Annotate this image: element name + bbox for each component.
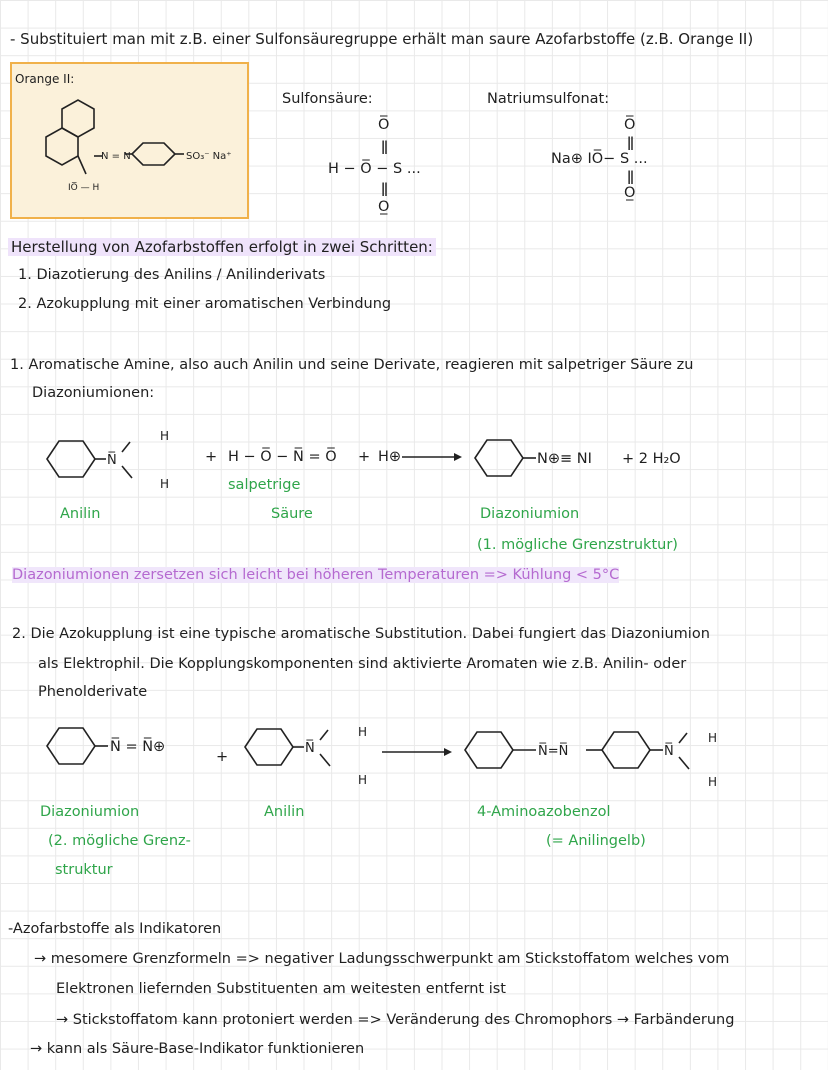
natriumsulfonat-top-o: O̅ [624,117,636,133]
reaction-arrow-1 [402,451,462,463]
orange-ii-hydroxy: IO̅ — H [68,183,100,193]
diazonium-label-1: Diazoniumion [480,506,580,522]
aminoazobenzol-n: N̅ [664,744,674,759]
section1-plus-1: + [205,449,218,465]
grenzstruktur-2a: (2. mögliche Grenz- [48,833,191,849]
section2-plus: + [216,749,229,765]
diazonium-1-group: N⊕≡ NI [537,451,592,467]
section2-line-2: als Elektrophil. Die Kopplungskomponenten sind aktivierte Aromaten wie z.B. Anilin- oder [38,656,687,672]
water-product: + 2 H₂O [622,451,681,467]
indikatoren-line-1: → mesomere Grenzformeln => negativer Ladungsschwerpunkt am Stickstoffatom welches vom [34,951,730,967]
sulfonsaeure-title: Sulfonsäure: [282,91,373,107]
anilin-label-2: Anilin [264,804,305,820]
anilin-1-n: N̅ [107,453,117,468]
anilin-label-1: Anilin [60,506,101,522]
natriumsulfonat-title: Natriumsulfonat: [487,91,610,107]
salpetrige-label-1: salpetrige [228,477,301,493]
section2-line-1: 2. Die Azokupplung ist eine typische aromatische Substitution. Dabei fungiert das Diazoniumion [12,626,710,642]
anilin-structure-1 [40,424,190,504]
aminoazobenzol-h-top: H [708,731,718,745]
sulfonsaeure-double-bond-top: ǁ [381,139,389,155]
section1-line-1: 1. Aromatische Amine, also auch Anilin und seine Derivate, reagieren mit salpetriger Säure zu [10,357,694,373]
herstellung-step-2: 2. Azokupplung mit einer aromatischen Verbindung [18,296,392,312]
proton: H⊕ [378,449,402,465]
natriumsulfonat-formula: Na⊕ IO̅− S ... [551,151,648,167]
indikatoren-line-3: → Stickstoffatom kann protoniert werden => Veränderung des Chromophors → Farbänderung [56,1012,735,1028]
anilin-structure-2 [238,712,378,792]
anilin-2-h-top: H [358,725,368,739]
anilin-1-h-top: H [160,429,170,443]
indikatoren-line-2: Elektronen liefernden Substituenten am weitesten entfernt ist [56,981,506,997]
salpetrige-saeure-formula: H − O̅ − N̅ = O̅ [228,449,337,465]
orange-ii-azo: N = N [101,151,131,162]
diazonium-2-group: N̅ = N̅⊕ [110,739,166,755]
anilin-2-n: N̅ [305,741,315,756]
intro-line: - Substituiert man mit z.B. einer Sulfonsäuregruppe erhält man saure Azofarbstoffe (z.B. Orange II) [10,30,754,48]
grenzstruktur-1-label: (1. mögliche Grenzstruktur) [477,537,678,553]
sulfonsaeure-double-bond-bottom: ǁ [381,181,389,197]
aminoazobenzol-structure [458,712,738,792]
anilingelb-label: (= Anilingelb) [546,833,646,849]
sulfonsaeure-bottom-o: O̲ [378,199,390,215]
grenzstruktur-2b: struktur [55,862,113,878]
temperature-note-text: Diazoniumionen zersetzen sich leicht bei höheren Temperaturen => Kühlung < 5°C [12,567,620,583]
reaction-arrow-2 [382,746,452,758]
temperature-note [12,566,619,584]
diazonium-label-2: Diazoniumion [40,804,140,820]
herstellung-heading [8,238,436,256]
section2-line-3: Phenolderivate [38,684,148,700]
sulfonsaeure-top-o: O̅ [378,117,390,133]
anilin-1-h-bottom: H [160,477,170,491]
aminoazobenzol-azo: N̅=N̅ [538,744,569,759]
orange-ii-sulfonate: SO₃⁻ Na⁺ [186,151,232,162]
orange-ii-label: Orange II: [15,72,75,86]
natriumsulfonat-double-bond-bottom: ǁ [627,169,635,185]
natriumsulfonat-double-bond-top: ǁ [627,135,635,151]
salpetrige-label-2: Säure [271,506,313,522]
aminoazobenzol-label: 4-Aminoazobenzol [477,804,611,820]
orange-ii-structure [12,64,248,214]
anilin-2-h-bottom: H [358,773,368,787]
indikatoren-title: -Azofarbstoffe als Indikatoren [8,921,222,937]
aminoazobenzol-h-bottom: H [708,775,718,789]
section1-line-2: Diazoniumionen: [32,385,155,401]
herstellung-step-1: 1. Diazotierung des Anilins / Anilinderivats [18,267,326,283]
orange-ii-box [10,62,249,219]
natriumsulfonat-bottom-o: O̲ [624,185,636,201]
indikatoren-line-4: → kann als Säure-Base-Indikator funktionieren [30,1041,365,1057]
herstellung-heading-text: Herstellung von Azofarbstoffen erfolgt in zwei Schritten: [8,238,436,256]
section1-plus-2: + [358,449,371,465]
sulfonsaeure-formula: H − O̅ − S ... [328,161,421,177]
